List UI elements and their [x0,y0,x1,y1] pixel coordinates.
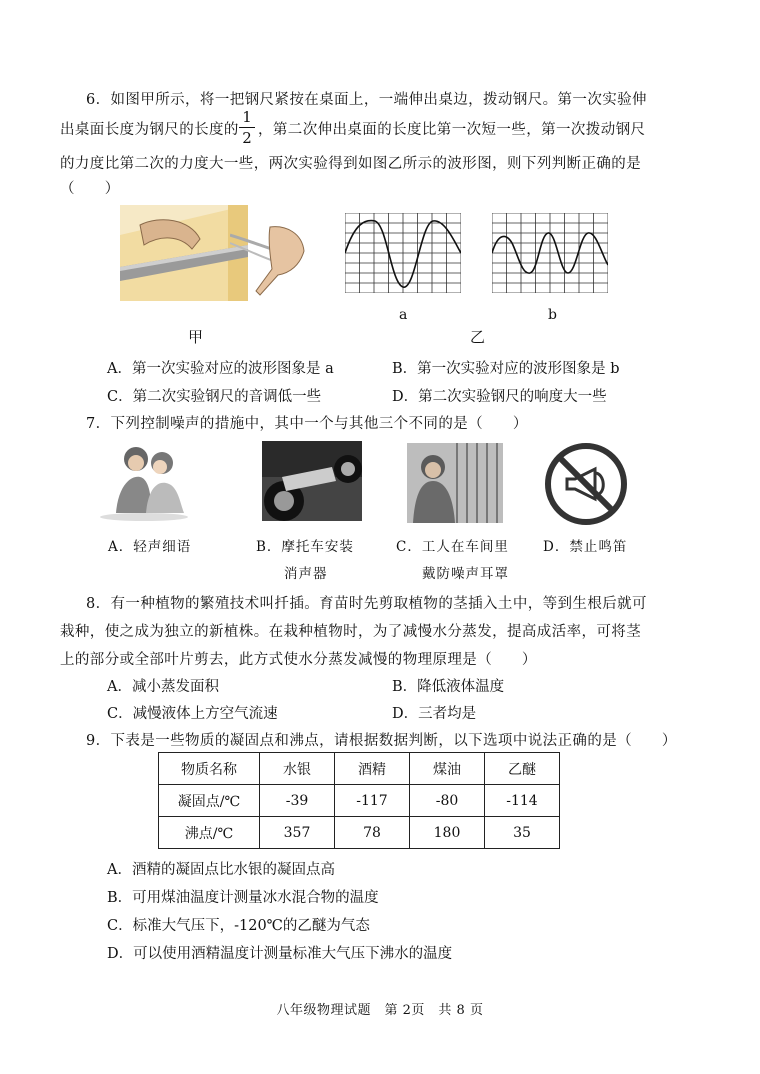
q9-option-a[interactable]: A．酒精的凝固点比水银的凝固点高 [107,862,335,878]
table-header-row [159,753,560,785]
waveform-label-b: b [548,307,557,323]
image-motorcycle-muffler [262,441,362,521]
table-cell: 35 [485,817,560,849]
table-header-cell: 煤油 [410,753,485,785]
figure-label-yi: 乙 [470,328,486,346]
figure-ruler-on-table [120,205,248,301]
q6-answer-paren: （ ） [60,181,120,197]
table-header-cell: 水银 [260,753,335,785]
q6-stem-line3: 的力度比第二次的力度大一些，两次实验得到如图乙所示的波形图，则下列判断正确的是 [60,156,642,172]
table-row [159,785,560,817]
table-header-cell: 乙醚 [485,753,560,785]
q7-caption-b-line2: 消声器 [284,566,328,582]
q7-caption-a[interactable]: A．轻声细语 [108,539,192,555]
q7-caption-b-line1[interactable]: B．摩托车安装 [256,539,354,555]
q7-stem: 7．下列控制噪声的措施中，其中一个与其他三个不同的是（ ） [86,416,528,432]
page-footer: 八年级物理试题 第 2页 共 8 页 [276,1003,484,1018]
table-cell: -80 [410,785,485,817]
q9-option-b[interactable]: B．可用煤油温度计测量冰水混合物的温度 [107,890,379,906]
no-honking-sign-icon [545,443,627,525]
figure-finger-plucking [230,225,306,301]
q7-caption-d[interactable]: D．禁止鸣笛 [543,539,628,555]
q7-caption-c-line2: 戴防噪声耳罩 [422,566,509,582]
q8-stem-line3: 上的部分或全部叶片剪去，此方式使水分蒸发减慢的物理原理是（ ） [60,652,537,668]
q8-stem-line2: 栽种，使之成为独立的新植株。在栽种植物时，为了减慢水分蒸发，提高成活率，可将茎 [60,624,642,640]
q8-option-c[interactable]: C．减慢液体上方空气流速 [107,706,278,722]
table-header-cell: 物质名称 [159,753,260,785]
q6-stem-line1: 6．如图甲所示，将一把钢尺紧按在桌面上，一端伸出桌边，拨动钢尺。第一次实验伸 [86,92,647,108]
q6-fraction [239,108,255,147]
table-cell: -114 [485,785,560,817]
q8-stem-line1: 8．有一种植物的繁殖技术叫扦插。育苗时先剪取植物的茎插入土中，等到生根后就可 [86,596,647,612]
waveform-b-chart [492,213,608,293]
image-worker-earmuffs [407,443,503,523]
q6-option-a[interactable]: A．第一次实验对应的波形图象是 a [107,361,334,377]
image-whispering-children [100,441,188,521]
table-cell: 凝固点/℃ [159,785,260,817]
q8-option-d[interactable]: D．三者均是 [392,706,477,722]
table-row [159,817,560,849]
q7-caption-c-line1[interactable]: C．工人在车间里 [396,539,509,555]
fraction-bar [239,127,255,128]
q6-stem-line2a: 出桌面长度为钢尺的长度的 [60,122,239,138]
q8-option-a[interactable]: A．减小蒸发面积 [107,679,219,695]
waveform-label-a: a [399,307,408,323]
table-cell: 沸点/℃ [159,817,260,849]
table-header-cell: 酒精 [335,753,410,785]
table-cell: 357 [260,817,335,849]
figure-label-jia: 甲 [188,328,204,346]
fraction-numerator: 1 [242,108,252,126]
q6-option-b[interactable]: B．第一次实验对应的波形图象是 b [392,361,620,377]
table-cell: 180 [410,817,485,849]
fraction-denominator: 2 [242,129,252,147]
q6-stem-line2b: ，第二次伸出桌面的长度比第一次短一些，第一次拨动钢尺 [258,122,646,138]
table-cell: -117 [335,785,410,817]
q9-option-c[interactable]: C．标准大气压下，-120℃的乙醚为气态 [107,918,370,934]
q8-option-b[interactable]: B．降低液体温度 [392,679,505,695]
table-cell: 78 [335,817,410,849]
table-cell: -39 [260,785,335,817]
q6-option-c[interactable]: C．第二次实验钢尺的音调低一些 [107,389,322,405]
waveform-a-chart [345,213,461,293]
q6-option-d[interactable]: D．第二次实验钢尺的响度大一些 [392,389,607,405]
substance-properties-table [158,752,560,849]
q9-option-d[interactable]: D．可以使用酒精温度计测量标准大气压下沸水的温度 [107,946,453,962]
q9-stem: 9．下表是一些物质的凝固点和沸点，请根据数据判断，以下选项中说法正确的是（ ） [86,733,677,749]
